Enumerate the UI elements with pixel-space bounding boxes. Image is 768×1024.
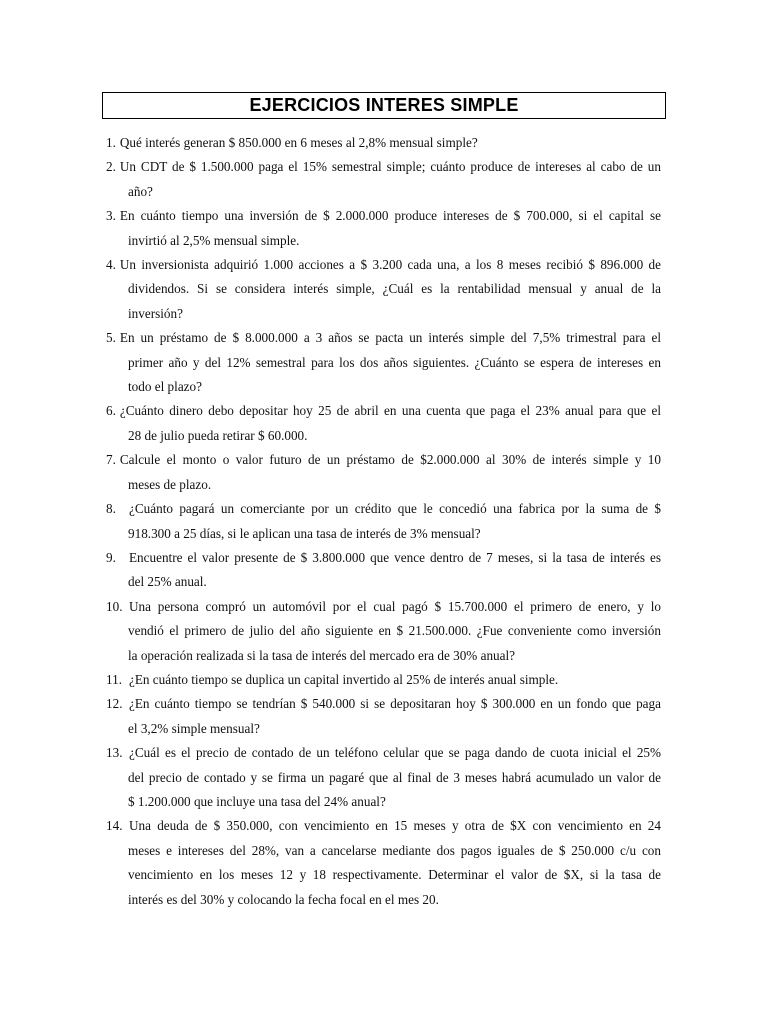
exercise-first-line (106, 204, 661, 228)
exercise-text-line: la operación realizada si la tasa de interés del mercado era de 30% anual? (128, 647, 515, 663)
exercise-text-line: Encuentre el valor presente de $ 3.800.000 que vence dentro de 7 meses, si la tasa de interés es (129, 549, 661, 565)
exercise-item (106, 253, 661, 326)
exercise-item (106, 692, 661, 741)
exercise-text-line: del precio de contado y se firma un pagaré que al final de 3 meses habrá acumulado un valor de (128, 769, 661, 785)
exercise-text-line: primer año y del 12% semestral para los dos años siguientes. ¿Cuánto se espera de intereses en (128, 354, 661, 370)
title-box (102, 92, 666, 119)
exercise-text-line: el 3,2% simple mensual? (128, 720, 260, 736)
exercise-item (106, 204, 661, 253)
exercise-number: 12. (106, 696, 123, 712)
exercise-number: 3. (106, 208, 116, 224)
exercise-first-line (106, 448, 661, 472)
exercise-number: 5. (106, 330, 116, 346)
exercise-text-line: ¿En cuánto tiempo se duplica un capital invertido al 25% de interés anual simple. (129, 671, 559, 687)
exercise-text-line: ¿En cuánto tiempo se tendrían $ 540.000 si se depositaran hoy $ 300.000 en un fondo que paga (129, 696, 661, 712)
exercise-number: 2. (106, 159, 116, 175)
exercise-number: 14. (106, 818, 123, 834)
exercise-text-line: En cuánto tiempo una inversión de $ 2.000.000 produce intereses de $ 700.000, si el capital se (119, 208, 661, 224)
exercise-item (106, 399, 661, 448)
exercise-text-line: año? (128, 183, 153, 199)
exercise-item (106, 448, 661, 497)
exercise-text-line: ¿Cuánto pagará un comerciante por un crédito que le concedió una fabrica por la suma de $ (129, 501, 661, 517)
exercise-text-line: todo el plazo? (128, 379, 202, 395)
exercise-text-line: Qué interés generan $ 850.000 en 6 meses al 2,8% mensual simple? (119, 135, 478, 150)
exercise-first-line (106, 399, 661, 423)
exercise-text-line: meses e intereses del 28%, van a cancelarse mediante dos pagos iguales de $ 250.000 c/u con (128, 842, 661, 858)
exercise-text-line: En un préstamo de $ 8.000.000 a 3 años se pacta un interés simple del 7,5% trimestral para el (119, 330, 661, 346)
exercise-text-line: Una persona compró un automóvil por el cual pagó $ 15.700.000 el primero de enero, y lo (129, 598, 661, 614)
exercise-first-line (106, 131, 661, 155)
exercise-item (106, 741, 661, 814)
exercise-number: 13. (106, 745, 123, 761)
exercise-first-line (106, 326, 661, 350)
exercise-text-line: Una deuda de $ 350.000, con vencimiento en 15 meses y otra de $X con vencimiento en 24 (129, 818, 661, 834)
page-title: EJERCICIOS INTERES SIMPLE (249, 95, 519, 115)
exercise-item (106, 155, 661, 204)
exercise-text-line: 28 de julio pueda retirar $ 60.000. (128, 427, 308, 443)
exercise-list (106, 131, 661, 912)
exercise-text-line: dividendos. Si se considera interés simple, ¿Cuál es la rentabilidad mensual y anual de la (128, 281, 661, 297)
exercise-text-line: Calcule el monto o valor futuro de un préstamo de $2.000.000 al 30% de interés simple y 10 (119, 452, 661, 468)
exercise-text-line: interés es del 30% y colocando la fecha focal en el mes 20. (128, 891, 439, 907)
exercise-text-line: del 25% anual. (128, 574, 207, 590)
exercise-item (106, 595, 661, 668)
exercise-text-line: Un inversionista adquirió 1.000 acciones a $ 3.200 cada una, a los 8 meses recibió $ 896.000 de (119, 257, 661, 273)
exercise-item (106, 546, 661, 595)
exercise-number: 4. (106, 257, 116, 273)
exercise-number: 9. (106, 549, 116, 565)
exercise-number: 8. (106, 501, 116, 517)
exercise-item (106, 668, 661, 692)
exercise-number: 1. (106, 135, 116, 150)
exercise-text-line: ¿Cuál es el precio de contado de un teléfono celular que se paga dando de cuota inicial el 25% (129, 745, 661, 761)
exercise-text-line: 918.300 a 25 días, si le aplican una tasa de interés de 3% mensual? (128, 525, 481, 541)
exercise-first-line (106, 155, 661, 179)
exercise-text-line: $ 1.200.000 que incluye una tasa del 24% anual? (128, 793, 386, 809)
exercise-first-line (106, 253, 661, 277)
exercise-item (106, 131, 661, 155)
exercise-text-line: Un CDT de $ 1.500.000 paga el 15% semestral simple; cuánto produce de intereses al cabo de un (119, 159, 661, 175)
exercise-number: 10. (106, 598, 123, 614)
exercise-text-line: ¿Cuánto dinero debo depositar hoy 25 de abril en una cuenta que paga el 23% anual para que el (119, 403, 661, 419)
exercise-number: 7. (106, 452, 116, 468)
exercise-text-line: inversión? (128, 305, 183, 321)
exercise-number: 6. (106, 403, 116, 419)
exercise-number: 11. (106, 671, 122, 687)
exercise-item (106, 497, 661, 546)
exercise-text-line: meses de plazo. (128, 476, 212, 492)
exercise-text-line: invirtió al 2,5% mensual simple. (128, 232, 300, 248)
exercise-text-line: vendió el primero de julio del año siguiente en $ 21.500.000. ¿Fue conveniente como inversión (128, 623, 661, 639)
exercise-text-line: vencimiento en los meses 12 y 18 respectivamente. Determinar el valor de $X, si la tasa de (128, 867, 661, 883)
exercise-item (106, 814, 661, 912)
exercise-item (106, 326, 661, 399)
